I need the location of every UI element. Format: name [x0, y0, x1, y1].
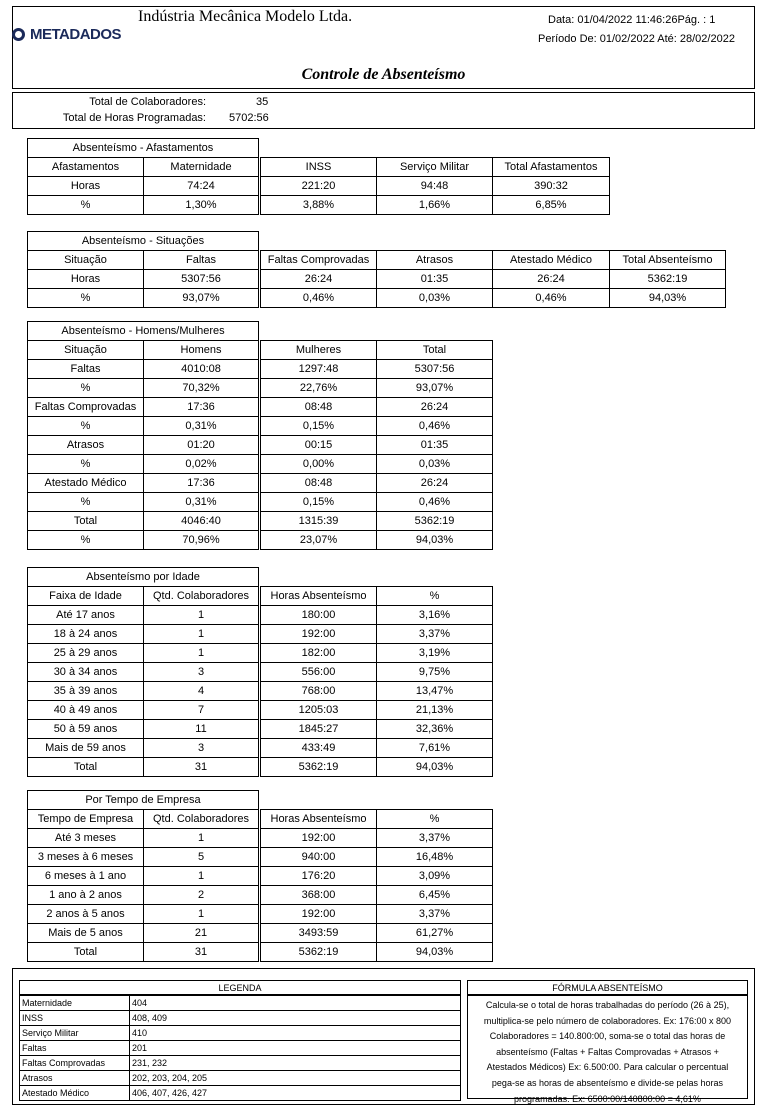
table-cell: %	[27, 530, 144, 550]
table-cell: 32,36%	[376, 719, 493, 739]
table-cell: Atestado Médico	[27, 473, 144, 493]
table-cell: 93,07%	[143, 288, 259, 308]
table-cell: 50 à 59 anos	[27, 719, 144, 739]
table-cell: %	[27, 454, 144, 474]
legend-item-codes: 231, 232	[129, 1055, 461, 1071]
table-cell: 26:24	[260, 269, 377, 289]
table-cell: 5362:19	[260, 757, 377, 777]
table-cell: 23,07%	[260, 530, 377, 550]
table-cell: 221:20	[260, 176, 377, 196]
table-cell: Atrasos	[27, 435, 144, 455]
table-cell: 3,37%	[376, 624, 493, 644]
column-header: Situação	[27, 250, 144, 270]
table-cell: 0,02%	[143, 454, 259, 474]
table-cell: 0,46%	[492, 288, 610, 308]
table-cell: 182:00	[260, 643, 377, 663]
column-header: %	[376, 586, 493, 606]
table-cell: 0,00%	[260, 454, 377, 474]
column-header: Horas Absenteísmo	[260, 586, 377, 606]
table-cell: 940:00	[260, 847, 377, 867]
table-cell: Até 3 meses	[27, 828, 144, 848]
company-logo	[12, 24, 121, 44]
table-cell: 74:24	[143, 176, 259, 196]
table-cell: Faltas Comprovadas	[27, 397, 144, 417]
table-cell: 94,03%	[376, 942, 493, 962]
table-cell: 5307:56	[143, 269, 259, 289]
table-cell: 16,48%	[376, 847, 493, 867]
table-cell: 01:35	[376, 435, 493, 455]
table-cell: 94,03%	[609, 288, 726, 308]
table-cell: 192:00	[260, 624, 377, 644]
logo-ring-icon	[12, 28, 25, 41]
table-cell: 01:35	[376, 269, 493, 289]
legend-item-codes: 404	[129, 995, 461, 1011]
column-header: Atestado Médico	[492, 250, 610, 270]
table-title: Absenteísmo - Situações	[27, 231, 259, 251]
report-title: Controle de Absenteísmo	[301, 66, 466, 83]
table-cell: 2 anos à 5 anos	[27, 904, 144, 924]
table-cell: 0,03%	[376, 288, 493, 308]
table-cell: 1297:48	[260, 359, 377, 379]
legend-item-label: Serviço Militar	[19, 1025, 130, 1041]
legend-item-codes: 202, 203, 204, 205	[129, 1070, 461, 1086]
column-header: Homens	[143, 340, 259, 360]
table-cell: 26:24	[376, 473, 493, 493]
totals-box	[12, 92, 755, 129]
table-cell: 192:00	[260, 828, 377, 848]
table-cell: %	[27, 378, 144, 398]
table-cell: 17:36	[143, 397, 259, 417]
table-cell: 5362:19	[609, 269, 726, 289]
table-cell: 9,75%	[376, 662, 493, 682]
table-cell: 5307:56	[376, 359, 493, 379]
table-cell: 1845:27	[260, 719, 377, 739]
legend-item-codes: 406, 407, 426, 427	[129, 1085, 461, 1101]
table-cell: 4010:08	[143, 359, 259, 379]
column-header: Faixa de Idade	[27, 586, 144, 606]
table-cell: 70,96%	[143, 530, 259, 550]
table-cell: 180:00	[260, 605, 377, 625]
table-cell: 7,61%	[376, 738, 493, 758]
formula-title: FÓRMULA ABSENTEÍSMO	[467, 980, 748, 995]
table-cell: %	[27, 288, 144, 308]
column-header: INSS	[260, 157, 377, 177]
column-header: Qtd. Colaboradores	[143, 586, 259, 606]
table-cell: 3,37%	[376, 828, 493, 848]
table-cell: 00:15	[260, 435, 377, 455]
table-cell: 4046:40	[143, 511, 259, 531]
table-cell: 35 à 39 anos	[27, 681, 144, 701]
column-header: Tempo de Empresa	[27, 809, 144, 829]
logo-text: METADADOS	[30, 25, 122, 43]
table-cell: Total	[27, 511, 144, 531]
table-cell: 3,37%	[376, 904, 493, 924]
column-header: Afastamentos	[27, 157, 144, 177]
column-header: Total Afastamentos	[492, 157, 610, 177]
column-header: Faltas Comprovadas	[260, 250, 377, 270]
table-cell: 93,07%	[376, 378, 493, 398]
table-cell: 18 à 24 anos	[27, 624, 144, 644]
company-name: Indústria Mecânica Modelo Ltda.	[138, 8, 353, 25]
table-cell: 1	[143, 605, 259, 625]
table-cell: 1 ano à 2 anos	[27, 885, 144, 905]
table-cell: 0,15%	[260, 416, 377, 436]
table-cell: Mais de 5 anos	[27, 923, 144, 943]
table-title: Absenteísmo por Idade	[27, 567, 259, 587]
table-cell: 21	[143, 923, 259, 943]
column-header: Maternidade	[143, 157, 259, 177]
table-cell: 5362:19	[376, 511, 493, 531]
table-cell: 3	[143, 662, 259, 682]
total-horas-label: Total de Horas Programadas:	[62, 112, 206, 124]
table-cell: Mais de 59 anos	[27, 738, 144, 758]
table-cell: 556:00	[260, 662, 377, 682]
table-cell: 2	[143, 885, 259, 905]
table-cell: 3493:59	[260, 923, 377, 943]
table-cell: 3,16%	[376, 605, 493, 625]
table-cell: 1,30%	[143, 195, 259, 215]
table-cell: 13,47%	[376, 681, 493, 701]
table-cell: 3	[143, 738, 259, 758]
table-cell: 6,85%	[492, 195, 610, 215]
table-cell: 1	[143, 643, 259, 663]
legend-item-codes: 201	[129, 1040, 461, 1056]
table-cell: 61,27%	[376, 923, 493, 943]
table-cell: 17:36	[143, 473, 259, 493]
table-cell: 1	[143, 904, 259, 924]
table-cell: 4	[143, 681, 259, 701]
table-cell: 0,03%	[376, 454, 493, 474]
legend-item-label: Faltas Comprovadas	[19, 1055, 130, 1071]
table-cell: %	[27, 492, 144, 512]
table-cell: 1	[143, 866, 259, 886]
table-cell: 70,32%	[143, 378, 259, 398]
table-cell: 31	[143, 757, 259, 777]
table-cell: 94:48	[376, 176, 493, 196]
table-cell: 0,46%	[260, 288, 377, 308]
column-header: Total	[376, 340, 493, 360]
legend-title: LEGENDA	[19, 980, 461, 995]
table-cell: Até 17 anos	[27, 605, 144, 625]
legend-item-codes: 408, 409	[129, 1010, 461, 1026]
table-cell: 390:32	[492, 176, 610, 196]
legend-item-label: Atrasos	[19, 1070, 130, 1086]
table-cell: %	[27, 195, 144, 215]
table-title: Absenteísmo - Homens/Mulheres	[27, 321, 259, 341]
table-cell: 1205:03	[260, 700, 377, 720]
table-cell: 26:24	[492, 269, 610, 289]
table-cell: 1	[143, 624, 259, 644]
legend-item-label: Atestado Médico	[19, 1085, 130, 1101]
table-cell: 7	[143, 700, 259, 720]
legend-item-label: INSS	[19, 1010, 130, 1026]
table-cell: 1,66%	[376, 195, 493, 215]
table-cell: 1	[143, 828, 259, 848]
column-header: Serviço Militar	[376, 157, 493, 177]
table-cell: 0,46%	[376, 416, 493, 436]
report-period: Período De: 01/02/2022 Até: 28/02/2022	[538, 33, 735, 45]
table-cell: 94,03%	[376, 757, 493, 777]
table-cell: 6,45%	[376, 885, 493, 905]
column-header: Faltas	[143, 250, 259, 270]
legend-item-codes: 410	[129, 1025, 461, 1041]
table-cell: 22,76%	[260, 378, 377, 398]
column-header: Total Absenteísmo	[609, 250, 726, 270]
table-cell: Faltas	[27, 359, 144, 379]
table-cell: 0,31%	[143, 416, 259, 436]
table-cell: 31	[143, 942, 259, 962]
table-cell: 21,13%	[376, 700, 493, 720]
table-cell: 768:00	[260, 681, 377, 701]
total-horas-value: 5702:56	[229, 112, 269, 124]
table-cell: 1315:39	[260, 511, 377, 531]
table-cell: 25 à 29 anos	[27, 643, 144, 663]
legend-item-label: Faltas	[19, 1040, 130, 1056]
legend-item-label: Maternidade	[19, 995, 130, 1011]
table-cell: 433:49	[260, 738, 377, 758]
column-header: Horas Absenteísmo	[260, 809, 377, 829]
table-cell: 0,46%	[376, 492, 493, 512]
table-cell: 0,15%	[260, 492, 377, 512]
total-colaboradores-label: Total de Colaboradores:	[89, 96, 206, 108]
table-cell: Horas	[27, 176, 144, 196]
table-cell: 08:48	[260, 397, 377, 417]
table-cell: Total	[27, 757, 144, 777]
table-cell: 3,09%	[376, 866, 493, 886]
table-cell: 94,03%	[376, 530, 493, 550]
table-cell: 3,19%	[376, 643, 493, 663]
total-colaboradores-value: 35	[256, 96, 269, 108]
column-header: Mulheres	[260, 340, 377, 360]
table-cell: 40 à 49 anos	[27, 700, 144, 720]
table-title: Absenteísmo - Afastamentos	[27, 138, 259, 158]
table-cell: 176:20	[260, 866, 377, 886]
table-cell: 6 meses à 1 ano	[27, 866, 144, 886]
column-header: Qtd. Colaboradores	[143, 809, 259, 829]
formula-text: Calcula-se o total de horas trabalhadas do período (26 à 25), multiplica-se pelo número de colaboradores. Ex: 176:00 x 800 Colaboradores = 140.800:00, soma-se o total das horas de absenteísmo (Faltas + Faltas Comprovadas + Atrasos + Atestados Médicos) Ex: 6.500:00. Para calcular o percentual pega-se as horas de absenteísmo e divide-se pelas horas programadas. Ex: 6500:00/140800:00 = 4,61%	[467, 995, 748, 1099]
table-cell: 08:48	[260, 473, 377, 493]
table-cell: Horas	[27, 269, 144, 289]
column-header: %	[376, 809, 493, 829]
table-cell: Total	[27, 942, 144, 962]
column-header: Situação	[27, 340, 144, 360]
table-cell: 01:20	[143, 435, 259, 455]
table-cell: 5	[143, 847, 259, 867]
table-cell: 3,88%	[260, 195, 377, 215]
table-cell: 368:00	[260, 885, 377, 905]
table-cell: 30 à 34 anos	[27, 662, 144, 682]
table-cell: 26:24	[376, 397, 493, 417]
column-header: Atrasos	[376, 250, 493, 270]
table-cell: 192:00	[260, 904, 377, 924]
table-title: Por Tempo de Empresa	[27, 790, 259, 810]
table-cell: 3 meses à 6 meses	[27, 847, 144, 867]
table-cell: %	[27, 416, 144, 436]
table-cell: 0,31%	[143, 492, 259, 512]
report-date-page: Data: 01/04/2022 11:46:26Pág. : 1	[548, 14, 716, 26]
table-cell: 5362:19	[260, 942, 377, 962]
table-cell: 11	[143, 719, 259, 739]
